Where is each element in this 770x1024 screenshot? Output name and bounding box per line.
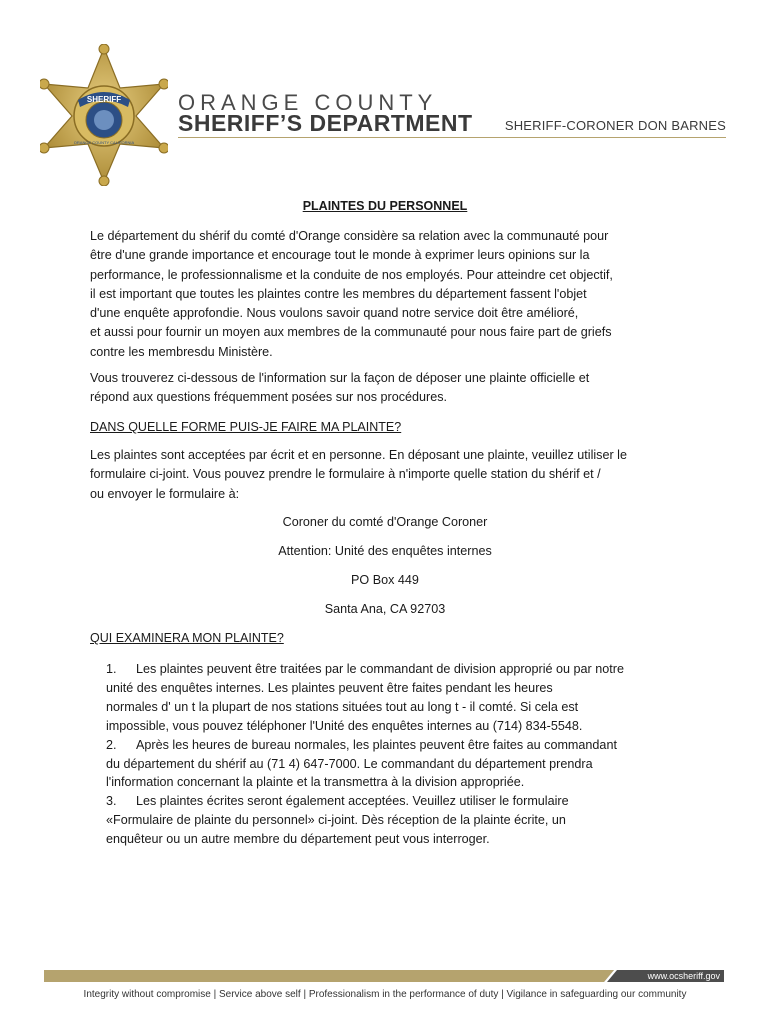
- footer-website: www.ocsheriff.gov: [647, 971, 720, 981]
- heading-complaint-form: DANS QUELLE FORME PUIS-JE FAIRE MA PLAINTE?: [90, 420, 402, 434]
- form-paragraph: [90, 446, 684, 504]
- form-line: formulaire ci-joint. Vous pouvez prendre le formulaire à n'importe quelle station du shérif et /: [90, 467, 601, 482]
- list-line: normales d' un t la plupart de nos stations situées tout au long t - il comté. Si cela est: [106, 699, 579, 714]
- list-line: impossible, vous pouvez téléphoner l'Unité des enquêtes internes au (714) 834-5548.: [106, 718, 583, 733]
- svg-text:SHERIFF: SHERIFF: [86, 95, 122, 104]
- list-line: «Formulaire de plainte du personnel» ci-joint. Dès réception de la plainte écrite, un: [106, 813, 566, 828]
- document-title: PLAINTES DU PERSONNEL: [302, 199, 468, 213]
- procedure-list: [106, 660, 686, 849]
- footer-bar: [44, 970, 724, 982]
- info-line: répond aux questions fréquemment posées sur nos procédures.: [90, 390, 448, 405]
- list-line: Après les heures de bureau normales, les plaintes peuvent être faites au commandant: [136, 737, 617, 752]
- list-item: [106, 736, 686, 793]
- list-line: Les plaintes peuvent être traitées par le commandant de division approprié ou par notre: [136, 662, 624, 676]
- heading-who-reviews: QUI EXAMINERA MON PLAINTE?: [90, 631, 284, 645]
- info-paragraph: [90, 369, 684, 408]
- form-line: Les plaintes sont acceptées par écrit et en personne. En déposant une plainte, veuillez utiliser le: [90, 448, 627, 462]
- footer-motto: Integrity without compromise | Service above self | Professionalism in the performance of duty | Vigilance in safeguarding our community: [83, 989, 687, 1000]
- intro-line: contre les membresdu Ministère.: [90, 344, 273, 359]
- sheriff-coroner-name: SHERIFF-CORONER DON BARNES: [504, 118, 726, 133]
- header-divider: [178, 137, 726, 138]
- intro-line: Le département du shérif du comté d'Orange considère sa relation avec la communauté pour: [90, 229, 609, 243]
- list-line: unité des enquêtes internes. Les plaintes peuvent être faites pendant les heures: [106, 680, 553, 695]
- address-line-1: Coroner du comté d'Orange Coroner: [282, 515, 488, 529]
- list-item-number: 1.: [106, 662, 117, 676]
- org-name-line2: SHERIFF’S DEPARTMENT: [178, 110, 473, 136]
- form-line: ou envoyer le formulaire à:: [90, 486, 240, 501]
- list-item: [106, 792, 686, 849]
- intro-line: performance, le professionnalisme et la conduite de nos employés. Pour atteindre cet objectif,: [90, 267, 613, 282]
- svg-text:ORANGE COUNTY CALIFORNIA: ORANGE COUNTY CALIFORNIA: [73, 140, 135, 145]
- intro-paragraph: [90, 227, 684, 362]
- org-name-line1: ORANGE COUNTY: [178, 90, 438, 115]
- address-line-4: Santa Ana, CA 92703: [324, 602, 446, 616]
- intro-line: d'une enquête approfondie. Nous voulons savoir quand notre service doit être amélioré,: [90, 306, 579, 321]
- list-line: enquêteur ou un autre membre du département peut vous interroger.: [106, 832, 490, 847]
- list-line: Les plaintes écrites seront également acceptées. Veuillez utiliser le formulaire: [136, 794, 569, 809]
- intro-line: être d'une grande importance et encourage tout le monde à exprimer leurs opinions sur la: [90, 248, 590, 263]
- list-item-number: 3.: [106, 794, 117, 809]
- info-line: Vous trouverez ci-dessous de l'information sur la façon de déposer une plainte officielle et: [90, 371, 590, 385]
- sheriff-star-badge-icon: [40, 44, 168, 186]
- intro-line: et aussi pour fournir un moyen aux membres de la communauté pour nous faire part de griefs: [90, 325, 612, 340]
- list-line: du département du shérif au (71 4) 647-7000. Le commandant du département prendra: [106, 756, 593, 771]
- list-line: l'information concernant la plainte et la transmettra à la division appropriée.: [106, 775, 525, 790]
- list-item-number: 2.: [106, 737, 117, 752]
- address-line-2: Attention: Unité des enquêtes internes: [278, 544, 492, 558]
- intro-line: il est important que toutes les plaintes contre les membres du département fassent l'objet: [90, 286, 587, 301]
- list-item: [106, 660, 686, 736]
- address-line-3: PO Box 449: [351, 573, 419, 587]
